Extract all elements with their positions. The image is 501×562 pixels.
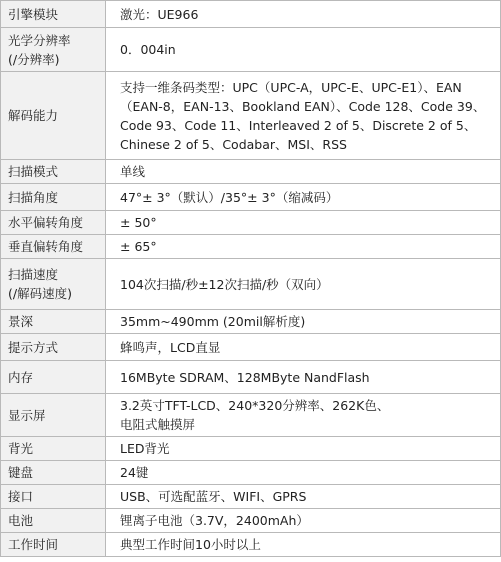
spec-label: 电池 [1, 509, 106, 533]
spec-value: 激光：UE966 [106, 1, 501, 28]
spec-row-interface [1, 485, 501, 509]
spec-label: 垂直偏转角度 [1, 235, 106, 259]
spec-row-prompt-mode [1, 334, 501, 361]
spec-label-line: 光学分辨率 [8, 32, 71, 48]
spec-value: 47°± 3°（默认）/35°± 3°（缩减码） [106, 184, 501, 211]
spec-label: 扫描角度 [1, 184, 106, 211]
spec-value: 单线 [106, 160, 501, 184]
spec-value: 蜂鸣声，LCD直显 [106, 334, 501, 361]
spec-value: 35mm~490mm (20mil解析度) [106, 310, 501, 334]
spec-row-depth-of-field [1, 310, 501, 334]
spec-value: LED背光 [106, 437, 501, 461]
spec-label: 景深 [1, 310, 106, 334]
spec-value-line: 3.2英寸TFT-LCD、240*320分辨率、262K色、 [120, 398, 390, 413]
spec-label-line: (/解码速度) [8, 286, 72, 301]
spec-label [1, 259, 106, 310]
spec-value: 锂离子电池（3.7V，2400mAh） [106, 509, 501, 533]
spec-row-backlight [1, 437, 501, 461]
spec-row-battery [1, 509, 501, 533]
spec-row-keyboard [1, 461, 501, 485]
spec-value: 典型工作时间10小时以上 [106, 533, 501, 557]
spec-row-scan-angle [1, 184, 501, 211]
spec-label-line: 扫描速度 [8, 267, 59, 282]
spec-row-vertical-deflection [1, 235, 501, 259]
spec-value: 104次扫描/秒±12次扫描/秒（双向） [106, 259, 501, 310]
spec-row-engine-module [1, 1, 501, 28]
spec-label [1, 28, 106, 72]
spec-value: ± 50° [106, 211, 501, 235]
spec-label: 引擎模块 [1, 1, 106, 28]
spec-label: 解码能力 [1, 72, 106, 160]
spec-label: 接口 [1, 485, 106, 509]
spec-label: 背光 [1, 437, 106, 461]
spec-value: USB、可选配蓝牙、WIFI、GPRS [106, 485, 501, 509]
spec-row-scan-speed [1, 259, 501, 310]
spec-value: 0．004in [106, 28, 501, 72]
spec-value: ± 65° [106, 235, 501, 259]
spec-row-scan-mode [1, 160, 501, 184]
spec-label: 水平偏转角度 [1, 211, 106, 235]
spec-label: 键盘 [1, 461, 106, 485]
spec-value [106, 394, 501, 437]
spec-label: 提示方式 [1, 334, 106, 361]
spec-value: 24键 [106, 461, 501, 485]
spec-row-memory [1, 361, 501, 394]
spec-label: 内存 [1, 361, 106, 394]
spec-row-horizontal-deflection [1, 211, 501, 235]
spec-label: 显示屏 [1, 394, 106, 437]
spec-value: 16MByte SDRAM、128MByte NandFlash [106, 361, 501, 394]
spec-row-display [1, 394, 501, 437]
spec-value: 支持一维条码类型：UPC（UPC-A，UPC-E、UPC-E1）、EAN（EAN-8，EAN-13、Bookland EAN）、Code 128、Code 39、Code 93、Code 11、Interleaved 2 of 5、Discrete 2 of 5、Chinese 2 of 5、Codabar、MSI、RSS [106, 72, 501, 160]
spec-label: 扫描模式 [1, 160, 106, 184]
spec-label-line: (/分辨率) [8, 51, 60, 67]
spec-row-optical-resolution [1, 28, 501, 72]
spec-value-line: 电阻式触摸屏 [120, 417, 196, 432]
spec-label: 工作时间 [1, 533, 106, 557]
spec-row-decoding-capability [1, 72, 501, 160]
spec-row-working-time [1, 533, 501, 557]
